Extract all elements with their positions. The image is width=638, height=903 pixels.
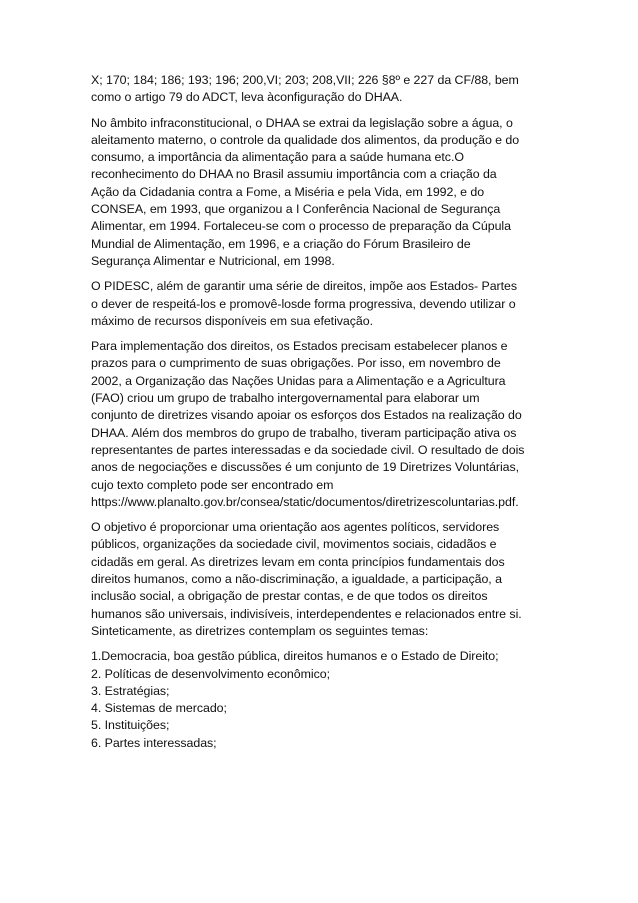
list-item: 3. Estratégias; — [91, 683, 170, 698]
text-line: CONSEA, em 1993, que organizou a I Conferência Nacional de Segurança — [91, 202, 501, 217]
text-line: Sinteticamente, as diretrizes contemplam os seguintes temas: — [91, 623, 429, 638]
text-line: (FAO) criou um grupo de trabalho intergovernamental para elaborar um — [91, 391, 480, 406]
text-line: aleitamento materno, o controle da qualidade dos alimentos, da produção e do — [91, 132, 520, 147]
text-line: consumo, a importância da alimentação para a saúde humana etc.O — [91, 150, 464, 165]
url-text-line: https://www.planalto.gov.br/consea/static/documentos/diretrizescoluntarias.pdf. — [91, 494, 519, 509]
text-line: No âmbito infraconstitucional, o DHAA se extrai da legislação sobre a água, o — [91, 115, 513, 130]
text-line: conjunto de diretrizes visando apoiar os esforços dos Estados na realização do — [91, 408, 522, 423]
list-item: 1.Democracia, boa gestão pública, direitos humanos e o Estado de Direito; — [91, 649, 499, 664]
text-line: X; 170; 184; 186; 193; 196; 200,VI; 203; 208,VII; 226 §8º e 227 da CF/88, bem — [91, 73, 519, 87]
text-line: O PIDESC, além de garantir uma série de direitos, impõe aos Estados- Partes — [91, 279, 517, 294]
list-item: 2. Políticas de desenvolvimento econômico; — [91, 666, 330, 681]
text-line: como o artigo 79 do ADCT, leva àconfiguração do DHAA. — [91, 90, 403, 105]
list-item: 6. Partes interessadas; — [91, 735, 217, 750]
text-line: Para implementação dos direitos, os Estados precisam estabelecer planos e — [91, 339, 508, 354]
text-line: inclusão social, a obrigação de prestar contas, e de que todos os direitos — [91, 589, 488, 604]
text-line: 2002, a Organização das Nações Unidas para a Alimentação e a Agricultura — [91, 373, 506, 388]
text-line: cujo texto completo pode ser encontrado em — [91, 477, 334, 492]
text-line: prazos para o cumprimento de suas obrigações. Por isso, em novembro de — [91, 356, 501, 371]
text-line: representantes de partes interessadas e da sociedade civil. O resultado de dois — [91, 442, 525, 457]
text-line: reconhecimento do DHAA no Brasil assumiu importância com a criação da — [91, 167, 497, 182]
paragraph-infraconstitutional — [91, 115, 553, 271]
text-line: O objetivo é proporcionar uma orientação aos agentes políticos, servidores — [91, 520, 500, 535]
paragraph-constitutional-basis — [91, 72, 553, 107]
document-page — [91, 72, 553, 752]
text-line: Ação da Cidadania contra a Fome, a Miséria e pela Vida, em 1992, e do — [91, 184, 485, 199]
paragraph-implementation — [91, 338, 553, 511]
text-line: cidadãs em geral. As diretrizes levam em conta princípios fundamentais dos — [91, 554, 505, 569]
list-item: 5. Instituições; — [91, 718, 170, 733]
list-item: 4. Sistemas de mercado; — [91, 701, 227, 716]
text-line: públicos, organizações da sociedade civil, movimentos sociais, cidadãos e — [91, 537, 497, 552]
text-line: anos de negociações e discussões é um conjunto de 19 Diretrizes Voluntárias, — [91, 460, 520, 475]
text-line: humanos são universais, indivisíveis, interdependentes e relacionados entre si. — [91, 606, 522, 621]
text-line: máximo de recursos disponíveis em sua efetivação. — [91, 313, 373, 328]
text-line: Segurança Alimentar e Nutricional, em 1998. — [91, 253, 335, 268]
text-line: DHAA. Além dos membros do grupo de trabalho, tiveram participação ativa os — [91, 425, 517, 440]
text-line: o dever de respeitá-los e promovê-losde forma progressiva, devendo utilizar o — [91, 296, 516, 311]
text-line: direitos humanos, como a não-discriminação, a igualdade, a participação, a — [91, 572, 502, 587]
paragraph-pidesc — [91, 278, 553, 330]
paragraph-objective — [91, 519, 553, 640]
text-line: Mundial de Alimentação, em 1996, e a criação do Fórum Brasileiro de — [91, 236, 471, 251]
text-line: Alimentar, em 1994. Fortaleceu-se com o processo de preparação da Cúpula — [91, 219, 511, 234]
